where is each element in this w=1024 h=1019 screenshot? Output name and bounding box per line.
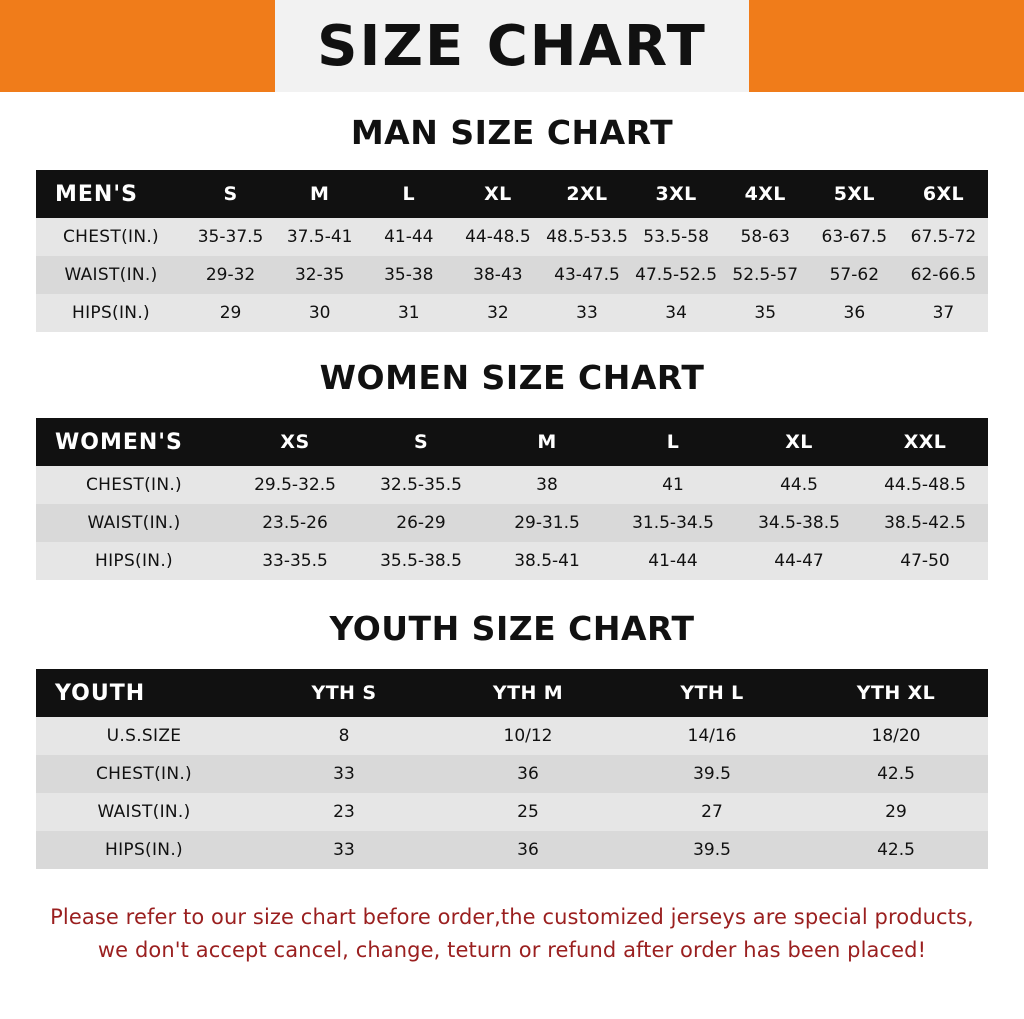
row-label: WAIST(IN.): [36, 793, 252, 831]
header-banner-panel: [275, 0, 749, 92]
section-title-man: MAN SIZE CHART: [350, 113, 674, 152]
table-cell: 41-44: [364, 218, 453, 256]
column-header: 3XL: [632, 170, 721, 218]
column-header: YTH M: [436, 669, 620, 717]
column-header: M: [275, 170, 364, 218]
column-header: XL: [736, 418, 862, 466]
table-cell: 62-66.5: [899, 256, 988, 294]
column-header: S: [358, 418, 484, 466]
table-cell: 23: [252, 793, 436, 831]
table-cell: 29-32: [186, 256, 275, 294]
table-cell: 34.5-38.5: [736, 504, 862, 542]
table-cell: 18/20: [804, 717, 988, 755]
table-cell: 29-31.5: [484, 504, 610, 542]
youth-table-body: [36, 717, 988, 869]
footer-note: [0, 901, 1024, 966]
table-row: [36, 218, 988, 256]
table-cell: 42.5: [804, 831, 988, 869]
table-cell: 14/16: [620, 717, 804, 755]
table-cell: 41-44: [610, 542, 736, 580]
table-cell: 48.5-53.5: [542, 218, 631, 256]
column-header: L: [364, 170, 453, 218]
table-cell: 35.5-38.5: [358, 542, 484, 580]
column-header: 6XL: [899, 170, 988, 218]
table-cell: 23.5-26: [232, 504, 358, 542]
table-row: [36, 717, 988, 755]
table-cell: 57-62: [810, 256, 899, 294]
table-cell: 63-67.5: [810, 218, 899, 256]
table-cell: 33: [252, 755, 436, 793]
table-cell: 44-47: [736, 542, 862, 580]
table-cell: 10/12: [436, 717, 620, 755]
table-wrap-man: [36, 170, 988, 332]
row-label: CHEST(IN.): [36, 466, 232, 504]
table-cell: 39.5: [620, 831, 804, 869]
row-label: U.S.SIZE: [36, 717, 252, 755]
table-cell: 32: [453, 294, 542, 332]
row-label: HIPS(IN.): [36, 831, 252, 869]
table-header-row: [36, 669, 988, 717]
table-cell: 37: [899, 294, 988, 332]
row-label: HIPS(IN.): [36, 294, 186, 332]
table-cell: 39.5: [620, 755, 804, 793]
women-table-body: [36, 466, 988, 580]
table-cell: 44.5: [736, 466, 862, 504]
table-cell: 44.5-48.5: [862, 466, 988, 504]
youth-table-head: [36, 669, 988, 717]
table-cell: 58-63: [721, 218, 810, 256]
table-cell: 36: [436, 831, 620, 869]
table-cell: 34: [632, 294, 721, 332]
page-title: SIZE CHART: [317, 14, 707, 79]
column-header: XL: [453, 170, 542, 218]
table-cell: 38.5-42.5: [862, 504, 988, 542]
table-cell: 42.5: [804, 755, 988, 793]
table-cell: 53.5-58: [632, 218, 721, 256]
table-cell: 33: [542, 294, 631, 332]
column-header: YTH S: [252, 669, 436, 717]
women-row-header: WOMEN'S: [36, 418, 232, 466]
youth-size-table: [36, 669, 988, 869]
table-cell: 47.5-52.5: [632, 256, 721, 294]
table-row: [36, 831, 988, 869]
table-row: [36, 256, 988, 294]
table-cell: 29.5-32.5: [232, 466, 358, 504]
footer-note-line-1: Please refer to our size chart before order,the customized jerseys are special products,: [50, 905, 974, 929]
men-row-header: MEN'S: [36, 170, 186, 218]
women-table-head: [36, 418, 988, 466]
column-header: XXL: [862, 418, 988, 466]
table-row: [36, 542, 988, 580]
table-cell: 29: [186, 294, 275, 332]
table-cell: 32-35: [275, 256, 364, 294]
footer-note-line-2: we don't accept cancel, change, teturn or refund after order has been placed!: [97, 937, 927, 962]
table-cell: 36: [436, 755, 620, 793]
table-cell: 26-29: [358, 504, 484, 542]
table-cell: 37.5-41: [275, 218, 364, 256]
table-cell: 31.5-34.5: [610, 504, 736, 542]
youth-row-header: YOUTH: [36, 669, 252, 717]
table-cell: 35-38: [364, 256, 453, 294]
column-header: 2XL: [542, 170, 631, 218]
table-cell: 44-48.5: [453, 218, 542, 256]
row-label: WAIST(IN.): [36, 256, 186, 294]
table-cell: 43-47.5: [542, 256, 631, 294]
table-header-row: [36, 418, 988, 466]
table-cell: 35: [721, 294, 810, 332]
table-cell: 38-43: [453, 256, 542, 294]
row-label: CHEST(IN.): [36, 218, 186, 256]
row-label: WAIST(IN.): [36, 504, 232, 542]
row-label: CHEST(IN.): [36, 755, 252, 793]
column-header: 4XL: [721, 170, 810, 218]
table-cell: 27: [620, 793, 804, 831]
table-cell: 41: [610, 466, 736, 504]
table-row: [36, 294, 988, 332]
row-label: HIPS(IN.): [36, 542, 232, 580]
section-title-youth: YOUTH SIZE CHART: [329, 609, 695, 648]
column-header: YTH XL: [804, 669, 988, 717]
table-wrap-women: [36, 418, 988, 580]
column-header: 5XL: [810, 170, 899, 218]
column-header: YTH L: [620, 669, 804, 717]
table-cell: 52.5-57: [721, 256, 810, 294]
table-cell: 32.5-35.5: [358, 466, 484, 504]
table-cell: 33: [252, 831, 436, 869]
table-cell: 47-50: [862, 542, 988, 580]
men-table-body: [36, 218, 988, 332]
table-wrap-youth: [36, 669, 988, 869]
table-cell: 67.5-72: [899, 218, 988, 256]
table-cell: 30: [275, 294, 364, 332]
table-cell: 35-37.5: [186, 218, 275, 256]
table-cell: 8: [252, 717, 436, 755]
column-header: L: [610, 418, 736, 466]
table-cell: 31: [364, 294, 453, 332]
table-row: [36, 793, 988, 831]
table-row: [36, 504, 988, 542]
table-cell: 25: [436, 793, 620, 831]
column-header: XS: [232, 418, 358, 466]
header-banner: [0, 0, 1024, 92]
table-cell: 29: [804, 793, 988, 831]
table-cell: 38: [484, 466, 610, 504]
table-cell: 36: [810, 294, 899, 332]
column-header: M: [484, 418, 610, 466]
men-size-table: [36, 170, 988, 332]
table-row: [36, 755, 988, 793]
men-table-head: [36, 170, 988, 218]
women-size-table: [36, 418, 988, 580]
table-cell: 38.5-41: [484, 542, 610, 580]
section-title-women: WOMEN SIZE CHART: [319, 358, 705, 397]
column-header: S: [186, 170, 275, 218]
table-cell: 33-35.5: [232, 542, 358, 580]
table-header-row: [36, 170, 988, 218]
table-row: [36, 466, 988, 504]
